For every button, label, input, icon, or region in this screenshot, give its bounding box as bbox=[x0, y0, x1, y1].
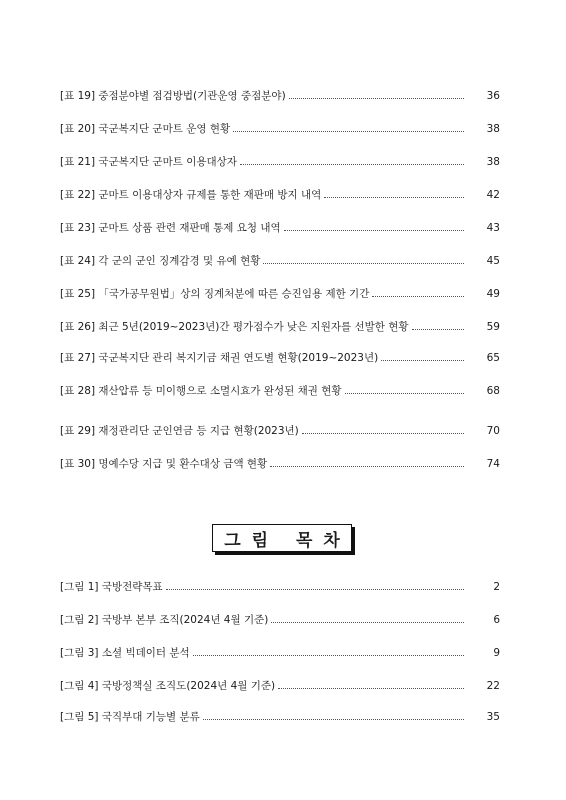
toc-entry-page: 74 bbox=[486, 458, 500, 470]
dot-leader bbox=[345, 393, 464, 394]
dot-leader bbox=[412, 329, 464, 330]
dot-leader bbox=[289, 98, 464, 99]
toc-entry-table-27[interactable] bbox=[60, 350, 500, 366]
toc-entry-page: 6 bbox=[493, 614, 500, 626]
toc-entry-page: 70 bbox=[486, 425, 500, 437]
toc-entry-table-20[interactable] bbox=[60, 121, 500, 137]
toc-entry-figure-2[interactable] bbox=[60, 612, 500, 628]
toc-entry-page: 35 bbox=[486, 711, 500, 723]
toc-entry-page: 9 bbox=[493, 647, 500, 659]
dot-leader bbox=[263, 263, 464, 264]
toc-entry-table-21[interactable] bbox=[60, 154, 500, 170]
toc-entry-figure-1[interactable] bbox=[60, 579, 500, 595]
toc-entry-page: 42 bbox=[486, 189, 500, 201]
toc-entry-label: [그림 1] 국방전략목표 bbox=[60, 581, 163, 593]
toc-entry-label: [표 27] 국군복지단 관리 복지기금 채권 연도별 현황(2019~2023년) bbox=[60, 352, 379, 364]
toc-entry-page: 65 bbox=[486, 352, 500, 364]
toc-entry-page: 38 bbox=[486, 156, 500, 168]
toc-entry-label: [그림 4] 국방정책실 조직도(2024년 4월 기준) bbox=[60, 680, 276, 692]
dot-leader bbox=[270, 466, 464, 467]
dot-leader bbox=[240, 164, 464, 165]
dot-leader bbox=[233, 131, 464, 132]
toc-entry-table-23[interactable] bbox=[60, 220, 500, 236]
toc-entry-page: 38 bbox=[486, 123, 500, 135]
toc-entry-label: [그림 2] 국방부 본부 조직(2024년 4월 기준) bbox=[60, 614, 269, 626]
toc-entry-page: 68 bbox=[486, 385, 500, 397]
toc-entry-page: 36 bbox=[486, 90, 500, 102]
figures-section-heading: 그림 목차 bbox=[212, 524, 352, 552]
dot-leader bbox=[381, 360, 464, 361]
dot-leader bbox=[302, 433, 464, 434]
dot-leader bbox=[372, 296, 464, 297]
toc-entry-figure-5[interactable] bbox=[60, 709, 500, 725]
dot-leader bbox=[193, 655, 464, 656]
toc-entry-figure-4[interactable] bbox=[60, 678, 500, 694]
toc-entry-label: [표 23] 군마트 상품 관련 재판매 통제 요청 내역 bbox=[60, 222, 281, 234]
dot-leader bbox=[271, 622, 464, 623]
toc-entry-table-25[interactable] bbox=[60, 286, 500, 302]
toc-entry-page: 43 bbox=[486, 222, 500, 234]
toc-entry-table-30[interactable] bbox=[60, 456, 500, 472]
toc-entry-label: [표 20] 국군복지단 군마트 운영 현황 bbox=[60, 123, 231, 135]
toc-entry-table-24[interactable] bbox=[60, 253, 500, 269]
dot-leader bbox=[203, 719, 464, 720]
toc-entry-table-29[interactable] bbox=[60, 423, 500, 439]
dot-leader bbox=[324, 197, 464, 198]
toc-entry-label: [표 24] 각 군의 군인 징계감경 및 유예 현황 bbox=[60, 255, 261, 267]
toc-entry-table-19[interactable] bbox=[60, 88, 500, 104]
dot-leader bbox=[284, 230, 464, 231]
toc-entry-label: [표 19] 중점분야별 점검방법(기관운영 중점분야) bbox=[60, 90, 286, 102]
toc-entry-figure-3[interactable] bbox=[60, 645, 500, 661]
toc-entry-label: [표 26] 최근 5년(2019~2023년)간 평가점수가 낮은 지원자를 선발한 현황 bbox=[60, 321, 409, 333]
toc-entry-label: [표 22] 군마트 이용대상자 규제를 통한 재판매 방지 내역 bbox=[60, 189, 322, 201]
toc-entry-label: [표 29] 재정관리단 군인연금 등 지급 현황(2023년) bbox=[60, 425, 299, 437]
toc-entry-label: [표 28] 재산압류 등 미이행으로 소멸시효가 완성된 채권 현황 bbox=[60, 385, 342, 397]
toc-entry-page: 45 bbox=[486, 255, 500, 267]
toc-entry-label: [그림 5] 국직부대 기능별 분류 bbox=[60, 711, 200, 723]
toc-entry-table-22[interactable] bbox=[60, 187, 500, 203]
dot-leader bbox=[278, 688, 464, 689]
toc-entry-table-26[interactable] bbox=[60, 319, 500, 335]
toc-entry-page: 49 bbox=[486, 288, 500, 300]
toc-entry-label: [표 25] 「국가공무원법」상의 징계처분에 따른 승진임용 제한 기간 bbox=[60, 288, 370, 300]
dot-leader bbox=[166, 589, 464, 590]
toc-entry-page: 22 bbox=[486, 680, 500, 692]
toc-entry-label: [표 30] 명예수당 지급 및 환수대상 금액 현황 bbox=[60, 458, 268, 470]
toc-entry-page: 2 bbox=[493, 581, 500, 593]
toc-entry-page: 59 bbox=[486, 321, 500, 333]
toc-entry-label: [그림 3] 소셜 빅데이터 분석 bbox=[60, 647, 190, 659]
toc-entry-table-28[interactable] bbox=[60, 383, 500, 399]
toc-entry-label: [표 21] 국군복지단 군마트 이용대상자 bbox=[60, 156, 237, 168]
